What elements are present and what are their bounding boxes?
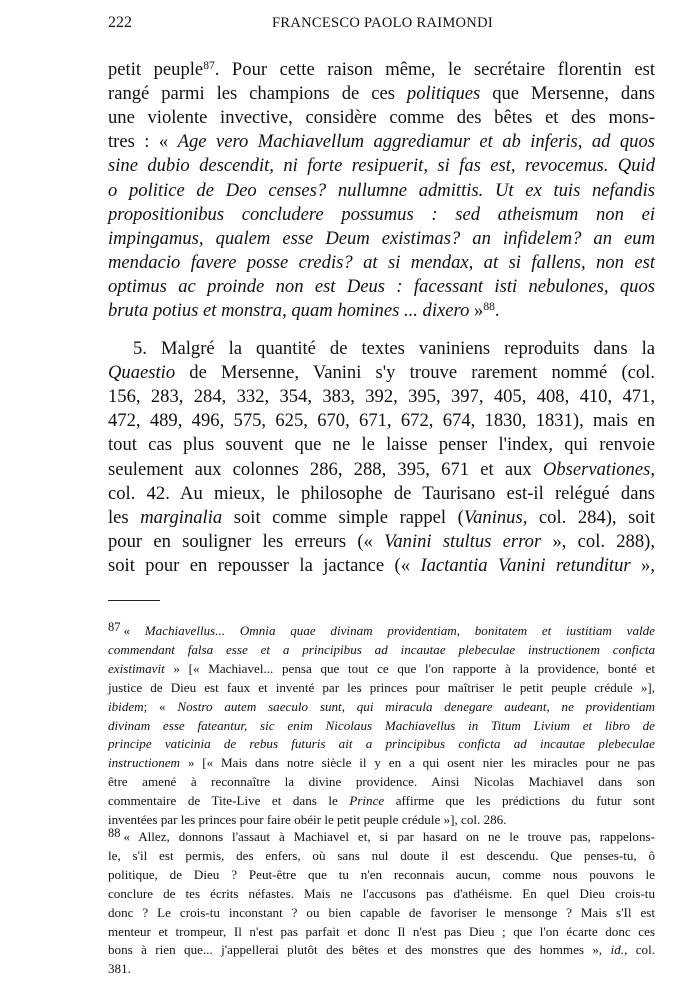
text-run: , col. 284), soit — [522, 506, 655, 528]
italic-text: Machiavellus... Omnia quae divinam providentiam, bonitatem et iustitiam valde — [144, 623, 655, 638]
text-run: ; « — [143, 698, 178, 714]
body-line — [108, 154, 655, 178]
body-line — [108, 299, 655, 325]
text-run: » [« Machiavel... pensa que tout ce que l'on rapporte à la providence, bonté et — [164, 660, 655, 676]
text-run: les — [108, 506, 141, 528]
footnote-line — [108, 679, 655, 697]
italic-text: ibidem — [108, 698, 144, 714]
italic-text: propositionibus concludere possumus : sed atheismum non ei — [108, 203, 655, 225]
text-run: « Allez, donnons l'assaut à Machiavel et, si par hasard on ne le trouve pas, rappelons- — [123, 829, 655, 844]
body-line — [133, 337, 655, 361]
footnote-line — [108, 619, 655, 640]
footnote-line — [108, 960, 655, 978]
italic-text: mendacio favere posse credis? at si mendax, at si fallens, non est — [108, 251, 655, 273]
italic-text: Quaestio — [108, 362, 176, 384]
text-run: commentaire de Tite-Live et dans le — [108, 793, 350, 809]
text-run: soit pour en repousser la jactance (« — [108, 554, 421, 576]
footnote-separator — [108, 600, 160, 601]
text-run: . Pour cette raison même, le secrétaire florentin est — [214, 59, 655, 80]
running-head: FRANCESCO PAOLO RAIMONDI — [272, 15, 493, 31]
italic-text: Observationes — [542, 458, 651, 480]
body-line — [108, 409, 655, 433]
text-run: col. 42. Au mieux, le philosophe de Taurisano est-il relégué dans — [108, 482, 655, 504]
text-run: 5. Malgré la quantité de textes vaniniens reproduits dans la — [133, 338, 655, 359]
body-line — [108, 227, 655, 251]
footnote-line — [108, 825, 655, 846]
text-run: que Mersenne, dans — [480, 83, 655, 105]
text-run: politique, de Dieu ? Peut-être que tu n'en reconnais aucun, comme nous pouvons le — [108, 866, 655, 882]
body-line — [108, 82, 655, 106]
footnote-line — [108, 941, 655, 959]
text-run: tres : « — [108, 131, 178, 153]
footnote-marker: 88 — [483, 300, 495, 313]
italic-text: instructionem — [108, 755, 181, 771]
italic-text: Nostro autem saeculo sunt, qui miracula denegare audeant, ne providentiam — [177, 698, 655, 714]
text-run: une violente invective, considère comme des bêtes et des mons- — [108, 107, 655, 129]
footnote-line — [108, 698, 655, 716]
text-run: » — [469, 300, 484, 321]
footnote-line — [108, 904, 655, 922]
footnote-line — [108, 754, 655, 772]
text-run: bons à rien que... j'appellerai plutôt des bêtes et des monstres que des hommes », — [108, 942, 611, 958]
text-run: tout cas plus souvent que ne le laisse penser l'index, qui renvoie — [108, 434, 655, 456]
text-run: 156, 283, 284, 332, 354, 383, 392, 395, 397, 405, 408, 410, 471, — [108, 386, 655, 408]
footnote-line — [108, 847, 655, 865]
text-run: le, s'il est permis, des enfers, où sans nul doute il est descendu. Que penses-tu, ô — [108, 847, 655, 863]
body-line — [108, 458, 655, 482]
text-run: », — [630, 554, 655, 576]
italic-text: politiques — [406, 83, 481, 105]
footnote-line — [108, 660, 655, 678]
body-line — [108, 482, 655, 506]
text-run: être amené à reconnaître la divine providence. Ainsi Nicolas Machiavel dans son — [108, 774, 655, 790]
page-number: 222 — [108, 14, 132, 31]
italic-text: impingamus, qualem esse Deum existimas? an infidelem? an eum — [108, 227, 655, 249]
body-line — [108, 361, 655, 385]
footnote-line — [108, 792, 655, 810]
italic-text: Iactantia Vanini retunditur — [420, 554, 631, 576]
footnote-line — [108, 773, 655, 791]
italic-text: sine dubio descendit, ni forte resipuerit, si fas est, revocemus. Quid — [108, 155, 655, 177]
text-run: seulement aux colonnes 286, 288, 395, 671 et aux — [108, 458, 543, 480]
footnote-line — [108, 885, 655, 903]
text-run: soit comme simple rappel ( — [222, 506, 464, 528]
italic-text: commendant falsa esse et a principibus ad incautae plebeculae instructionem conficta — [108, 641, 655, 657]
footnote-line — [108, 923, 655, 941]
italic-text: principe vaticinia de rebus futuris ait a principibus conficta ad incautae plebeculae — [108, 736, 655, 752]
text-run: conclure de tes écrits néfastes. Mais ne l'accusons pas d'athéisme. En quel Dieu crois-tu — [108, 885, 655, 901]
body-line — [108, 506, 655, 530]
footnote-line — [108, 811, 655, 829]
text-run: justice de Dieu est faux et inventé par les princes pour maîtriser le petit peuple crédule »], — [108, 679, 655, 695]
body-line — [108, 58, 655, 84]
text-run: petit peuple — [108, 59, 204, 80]
body-line — [108, 130, 655, 154]
footnote-marker: 87 — [108, 619, 121, 634]
italic-text: id. — [610, 942, 625, 958]
italic-text: Age vero Machiavellum aggrediamur et ab inferis, ad quos — [177, 131, 655, 153]
text-run: de Mersenne, Vanini s'y trouve rarement nommé (col. — [175, 362, 655, 384]
text-run: 381. — [108, 961, 131, 977]
text-run: donc ? Le crois-tu inconstant ? ou bien capable de favoriser le mensonge ? Mais s'Il est — [108, 904, 655, 920]
italic-text: o politice de Deo censes? nullumne admittis. Ut ex tuis nefandis — [108, 179, 655, 201]
body-line — [108, 203, 655, 227]
text-run: rangé parmi les champions de ces — [108, 83, 407, 105]
italic-text: Vanini stultus error — [384, 530, 542, 552]
text-run: inventées par les princes pour faire obéir le petit peuple crédule »], col. 286. — [108, 812, 507, 827]
text-run: », col. 288), — [541, 530, 655, 552]
text-run: affirme que les prédictions du futur sont — [384, 793, 655, 809]
footnote-marker: 88 — [108, 825, 121, 840]
body-line — [108, 385, 655, 409]
text-run: . — [494, 300, 500, 321]
body-line — [108, 275, 655, 299]
text-run: » [« Mais dans notre siècle il y en a qui osent nier les miracles pour ne pas — [180, 755, 655, 771]
footnote-marker: 87 — [203, 59, 215, 72]
italic-text: divinam esse fateantur, sic enim Nicolaus Machiavellus in Titum Livium et libro de — [108, 717, 655, 733]
body-line — [108, 251, 655, 275]
body-line — [108, 106, 655, 130]
text-run: « — [123, 623, 145, 638]
footnote-line — [108, 735, 655, 753]
body-line — [108, 433, 655, 457]
text-run: , — [650, 458, 655, 480]
body-line — [108, 530, 655, 554]
body-line — [108, 554, 655, 578]
italic-text: bruta potius et monstra, quam homines ... dixero — [108, 300, 470, 321]
text-run: menteur et trompeur, Il n'est pas parfait et donc Il n'est pas Dieu ; que l'on écarte donc ces — [108, 923, 655, 939]
italic-text: Vaninus — [463, 506, 523, 528]
footnote-line — [108, 641, 655, 659]
italic-text: marginalia — [140, 506, 223, 528]
footnote-line — [108, 717, 655, 735]
italic-text: optimus ac proinde non est Deus : facessant isti nebulones, quos — [108, 275, 655, 297]
italic-text: Prince — [349, 793, 385, 809]
italic-text: existimavit — [108, 660, 165, 676]
footnote-line — [108, 866, 655, 884]
body-line — [108, 179, 655, 203]
text-run: , col. — [624, 942, 655, 958]
text-run: pour en souligner les erreurs (« — [108, 530, 385, 552]
text-run: 472, 489, 496, 575, 625, 670, 671, 672, 674, 1830, 1831), mais en — [108, 410, 655, 432]
